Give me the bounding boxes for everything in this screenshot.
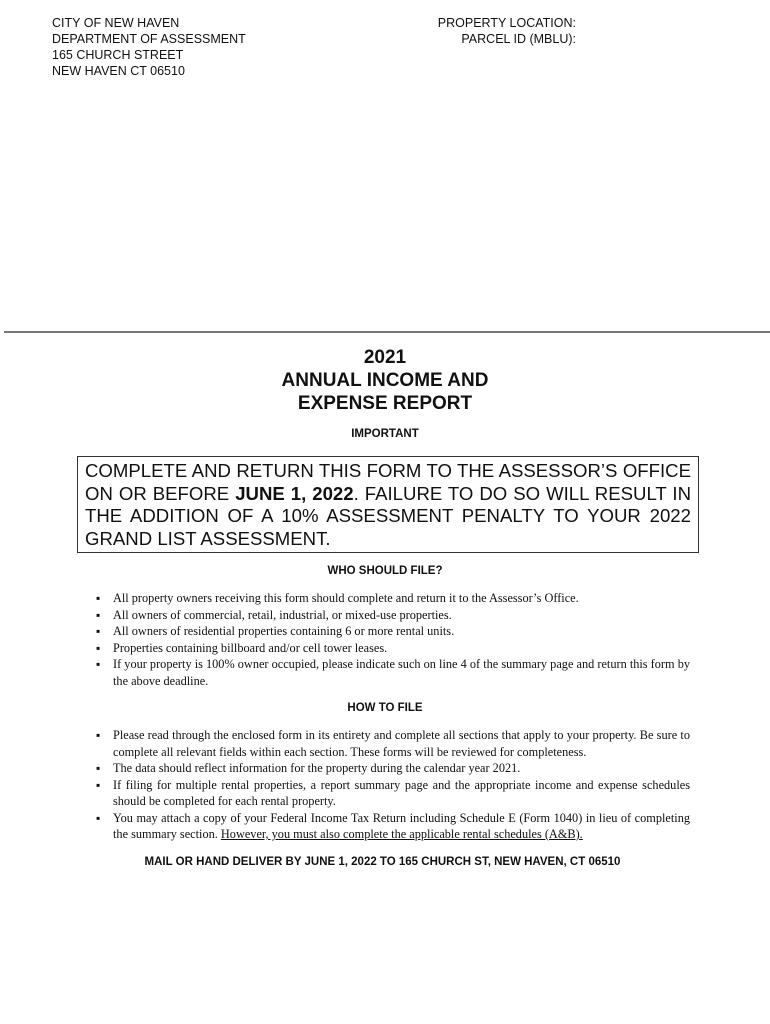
list-item: ▪ All owners of commercial, retail, industrial, or mixed-use properties.: [96, 607, 690, 624]
notice-text-end: . FAILURE TO DO SO WILL RESULT IN THE ADDITION OF A 10% ASSESSMENT PENALTY TO YOUR 2022 GRAND LIST ASSESSMENT.: [85, 482, 691, 549]
important-label: IMPORTANT: [351, 428, 419, 440]
report-title: [0, 346, 770, 415]
list-item: [96, 810, 690, 843]
underlined-requirement: However, you must also complete the applicable rental schedules (A&B).: [220, 827, 583, 841]
who-should-file-list: [96, 590, 690, 689]
address-line: NEW HAVEN CT 06510: [52, 64, 185, 78]
how-to-file-list: [96, 727, 690, 843]
notice-deadline: JUNE 1, 2022: [235, 482, 354, 504]
report-year: 2021: [363, 347, 407, 368]
property-info-block: [400, 15, 576, 47]
list-item: ▪ If your property is 100% owner occupied, please indicate such on line 4 of the summary page and return this form by the above deadline.: [96, 656, 690, 689]
list-item: ▪ Please read through the enclosed form in its entirety and complete all sections that apply to your property. Be sure to complete all relevant fields within each section. These forms will be reviewed for completeness.: [96, 727, 690, 760]
how-to-file-heading: HOW TO FILE: [347, 702, 423, 714]
address-line: CITY OF NEW HAVEN: [52, 16, 180, 30]
assessor-address-block: [52, 15, 246, 79]
deadline-notice-box: [77, 456, 699, 553]
report-title-line-1: ANNUAL INCOME AND: [281, 370, 489, 391]
horizontal-divider: [4, 331, 770, 333]
list-item: ▪ Properties containing billboard and/or cell tower leases.: [96, 640, 690, 657]
notice-text-start: COMPLETE AND RETURN THIS FORM TO THE ASSESSOR’S OFFICE ON OR BEFORE: [85, 460, 691, 504]
address-line: 165 CHURCH STREET: [52, 48, 184, 62]
parcel-id-label: PARCEL ID (MBLU):: [461, 32, 576, 46]
address-line: DEPARTMENT OF ASSESSMENT: [52, 32, 246, 46]
report-title-line-2: EXPENSE REPORT: [297, 393, 473, 414]
property-location-label: PROPERTY LOCATION:: [437, 16, 576, 30]
list-item: ▪ If filing for multiple rental properties, a report summary page and the appropriate income and expense schedules should be completed for each rental property.: [96, 777, 690, 810]
list-item: ▪ The data should reflect information for the property during the calendar year 2021.: [96, 760, 690, 777]
list-item: ▪ All property owners receiving this form should complete and return it to the Assessor’s Office.: [96, 590, 690, 607]
list-item-text: You may attach a copy of your Federal Income Tax Return including Schedule E (Form 1040) in lieu of completing the summary section.: [113, 810, 690, 841]
who-should-file-heading: WHO SHOULD FILE?: [327, 565, 443, 577]
mail-instruction: MAIL OR HAND DELIVER BY JUNE 1, 2022 TO 165 CHURCH ST, NEW HAVEN, CT 06510: [144, 856, 621, 868]
list-item: ▪ All owners of residential properties containing 6 or more rental units.: [96, 623, 690, 640]
